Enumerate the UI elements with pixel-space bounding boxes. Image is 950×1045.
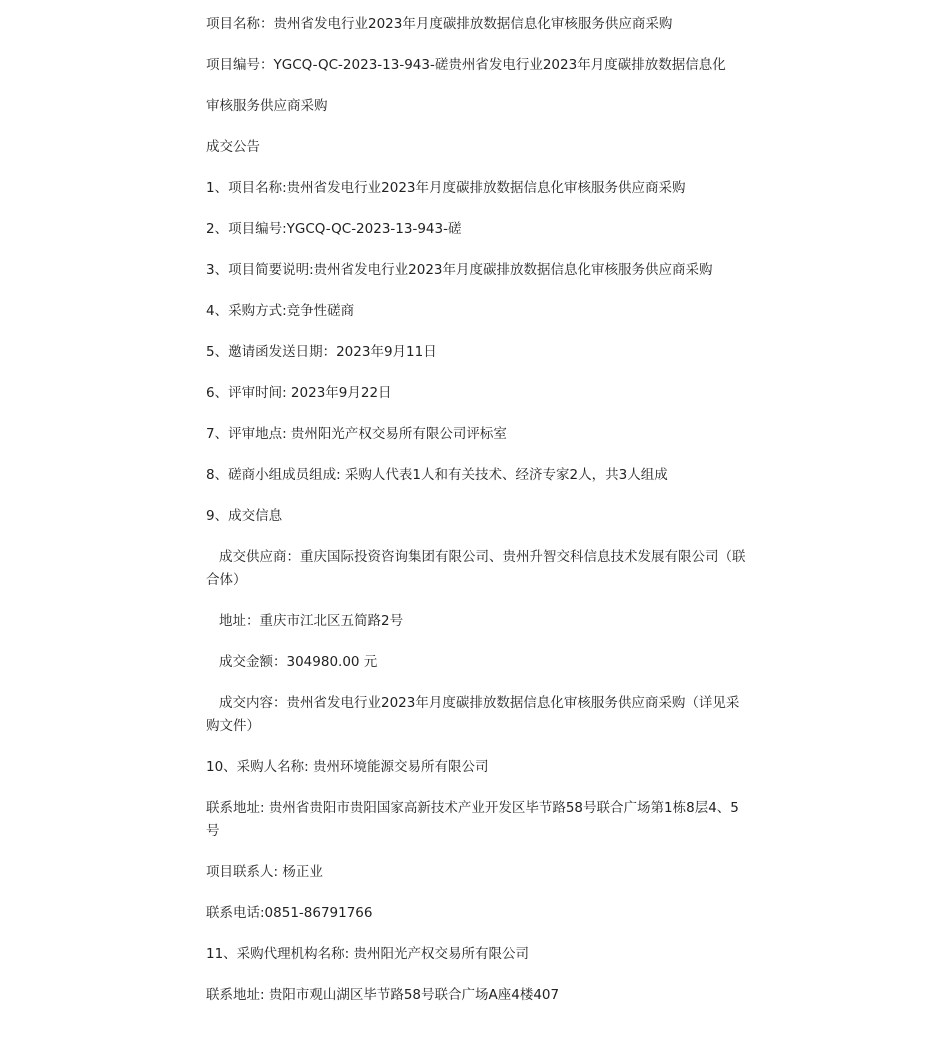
deal-amount: 成交金额：304980.00 元 — [219, 654, 378, 670]
item-review-time: 6、评审时间: 2023年9月22日 — [206, 385, 392, 401]
announcement-document — [206, 13, 751, 1025]
deal-content: 成交内容：贵州省发电行业2023年月度碳排放数据信息化审核服务供应商采购（详见采购文件） — [206, 695, 740, 734]
deal-supplier: 成交供应商：重庆国际投资咨询集团有限公司、贵州升智交科信息技术发展有限公司（联合体） — [206, 549, 746, 588]
item-project-number: 2、项目编号:YGCQ-QC-2023-13-943-磋 — [206, 221, 462, 237]
item-procurement-method: 4、采购方式:竞争性磋商 — [206, 303, 355, 319]
agency-address: 联系地址: 贵阳市观山湖区毕节路58号联合广场A座4楼407 — [206, 987, 560, 1003]
deal-address: 地址：重庆市江北区五简路2号 — [219, 613, 404, 629]
purchaser-name: 10、采购人名称: 贵州环境能源交易所有限公司 — [206, 759, 489, 775]
item-deal-info-heading: 9、成交信息 — [206, 508, 283, 524]
item-project-description: 3、项目简要说明:贵州省发电行业2023年月度碳排放数据信息化审核服务供应商采购 — [206, 262, 713, 278]
item-invitation-date: 5、邀请函发送日期：2023年9月11日 — [206, 344, 437, 360]
item-review-location: 7、评审地点: 贵州阳光产权交易所有限公司评标室 — [206, 426, 507, 442]
project-name: 项目名称：贵州省发电行业2023年月度碳排放数据信息化审核服务供应商采购 — [206, 16, 673, 32]
agency-name: 11、采购代理机构名称: 贵州阳光产权交易所有限公司 — [206, 946, 530, 962]
purchaser-address: 联系地址: 贵州省贵阳市贵阳国家高新技术产业开发区毕节路58号联合广场第1栋8层4、5号 — [206, 800, 739, 839]
purchaser-contact: 项目联系人: 杨正业 — [206, 864, 323, 880]
announcement-title: 成交公告 — [206, 139, 260, 155]
project-number-line2: 审核服务供应商采购 — [206, 98, 328, 114]
purchaser-phone: 联系电话:0851-86791766 — [206, 905, 373, 921]
project-number-line1: 项目编号：YGCQ-QC-2023-13-943-磋贵州省发电行业2023年月度碳排放数据信息化 — [206, 57, 726, 73]
item-project-name: 1、项目名称:贵州省发电行业2023年月度碳排放数据信息化审核服务供应商采购 — [206, 180, 686, 196]
item-panel-composition: 8、磋商小组成员组成: 采购人代表1人和有关技术、经济专家2人，共3人组成 — [206, 467, 668, 483]
